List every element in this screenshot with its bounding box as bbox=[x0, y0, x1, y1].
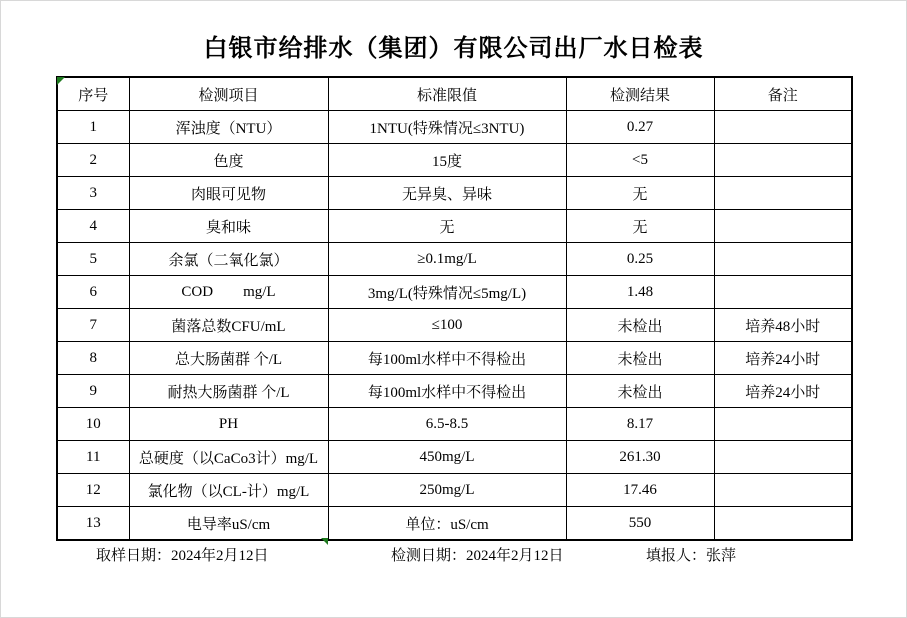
table-cell: 浑浊度（NTU） bbox=[129, 111, 328, 144]
table-cell: 6 bbox=[57, 276, 129, 309]
table-cell: 1NTU(特殊情况≤3NTU) bbox=[328, 111, 566, 144]
table-cell bbox=[714, 243, 852, 276]
table-row bbox=[57, 474, 852, 507]
table-cell: 无 bbox=[566, 177, 714, 210]
table-cell: 261.30 bbox=[566, 441, 714, 474]
table-cell: 0.25 bbox=[566, 243, 714, 276]
table-cell bbox=[714, 507, 852, 541]
table-cell: 无 bbox=[566, 210, 714, 243]
table-cell: PH bbox=[129, 408, 328, 441]
table-cell bbox=[714, 408, 852, 441]
table-cell: 单位：uS/cm bbox=[328, 507, 566, 541]
table-cell: 9 bbox=[57, 375, 129, 408]
table-cell: 12 bbox=[57, 474, 129, 507]
footer-line bbox=[1, 544, 906, 566]
table-cell: 未检出 bbox=[566, 309, 714, 342]
table-cell: 培养24小时 bbox=[714, 342, 852, 375]
table-cell bbox=[714, 474, 852, 507]
table-cell: 550 bbox=[566, 507, 714, 541]
table-row bbox=[57, 507, 852, 541]
table-cell: 2 bbox=[57, 144, 129, 177]
table-header-row bbox=[57, 77, 852, 111]
table-cell: 菌落总数CFU/mL bbox=[129, 309, 328, 342]
table-cell bbox=[714, 111, 852, 144]
table-cell: 13 bbox=[57, 507, 129, 541]
table-row bbox=[57, 441, 852, 474]
table-row bbox=[57, 144, 852, 177]
table-cell: 无异臭、异味 bbox=[328, 177, 566, 210]
table-cell: 11 bbox=[57, 441, 129, 474]
table-cell: 1.48 bbox=[566, 276, 714, 309]
table-row bbox=[57, 210, 852, 243]
page-title: 白银市给排水（集团）有限公司出厂水日检表 bbox=[203, 36, 704, 62]
table-cell: 1 bbox=[57, 111, 129, 144]
table-cell: 未检出 bbox=[566, 375, 714, 408]
table-cell: 6.5-8.5 bbox=[328, 408, 566, 441]
table-cell: 肉眼可见物 bbox=[129, 177, 328, 210]
column-header: 检测项目 bbox=[129, 77, 328, 111]
table-cell: 色度 bbox=[129, 144, 328, 177]
table-cell: 未检出 bbox=[566, 342, 714, 375]
table-body bbox=[57, 111, 852, 541]
table-cell: 4 bbox=[57, 210, 129, 243]
table-cell: 0.27 bbox=[566, 111, 714, 144]
table-cell: 总大肠菌群 个/L bbox=[129, 342, 328, 375]
table-cell: 3 bbox=[57, 177, 129, 210]
table-cell bbox=[714, 441, 852, 474]
inspection-table bbox=[56, 76, 853, 541]
table-row bbox=[57, 276, 852, 309]
table-cell bbox=[714, 177, 852, 210]
table-cell: 每100ml水样中不得检出 bbox=[328, 342, 566, 375]
table-cell: ≤100 bbox=[328, 309, 566, 342]
table-cell: 耐热大肠菌群 个/L bbox=[129, 375, 328, 408]
table-cell: 10 bbox=[57, 408, 129, 441]
column-header: 标准限值 bbox=[328, 77, 566, 111]
table-cell: COD mg/L bbox=[129, 276, 328, 309]
table-row bbox=[57, 111, 852, 144]
table-cell: 7 bbox=[57, 309, 129, 342]
reporter-text: 填报人：张萍 bbox=[646, 548, 737, 564]
table-row bbox=[57, 375, 852, 408]
table-cell: ≥0.1mg/L bbox=[328, 243, 566, 276]
table-cell: <5 bbox=[566, 144, 714, 177]
table-cell: 250mg/L bbox=[328, 474, 566, 507]
table-cell: 8 bbox=[57, 342, 129, 375]
column-header: 检测结果 bbox=[566, 77, 714, 111]
table-cell: 17.46 bbox=[566, 474, 714, 507]
table-row bbox=[57, 408, 852, 441]
table-cell: 电导率uS/cm bbox=[129, 507, 328, 541]
table-cell: 8.17 bbox=[566, 408, 714, 441]
table-cell bbox=[714, 144, 852, 177]
table-cell: 培养48小时 bbox=[714, 309, 852, 342]
testing-date-text: 检测日期：2024年2月12日 bbox=[391, 548, 564, 564]
table-cell: 总硬度（以CaCo3计）mg/L bbox=[129, 441, 328, 474]
sampling-date-text: 取样日期：2024年2月12日 bbox=[96, 548, 269, 564]
table-cell bbox=[714, 210, 852, 243]
table-cell: 氯化物（以CL-计）mg/L bbox=[129, 474, 328, 507]
column-header: 序号 bbox=[57, 77, 129, 111]
table-cell: 5 bbox=[57, 243, 129, 276]
table-cell bbox=[714, 276, 852, 309]
table-cell: 450mg/L bbox=[328, 441, 566, 474]
column-header: 备注 bbox=[714, 77, 852, 111]
table-row bbox=[57, 177, 852, 210]
table-row bbox=[57, 342, 852, 375]
table-cell: 每100ml水样中不得检出 bbox=[328, 375, 566, 408]
table-cell: 3mg/L(特殊情况≤5mg/L) bbox=[328, 276, 566, 309]
table-row bbox=[57, 243, 852, 276]
table-cell: 余氯（二氧化氯） bbox=[129, 243, 328, 276]
table-row bbox=[57, 309, 852, 342]
table-cell: 无 bbox=[328, 210, 566, 243]
table-cell: 臭和味 bbox=[129, 210, 328, 243]
table-cell: 培养24小时 bbox=[714, 375, 852, 408]
table-cell: 15度 bbox=[328, 144, 566, 177]
